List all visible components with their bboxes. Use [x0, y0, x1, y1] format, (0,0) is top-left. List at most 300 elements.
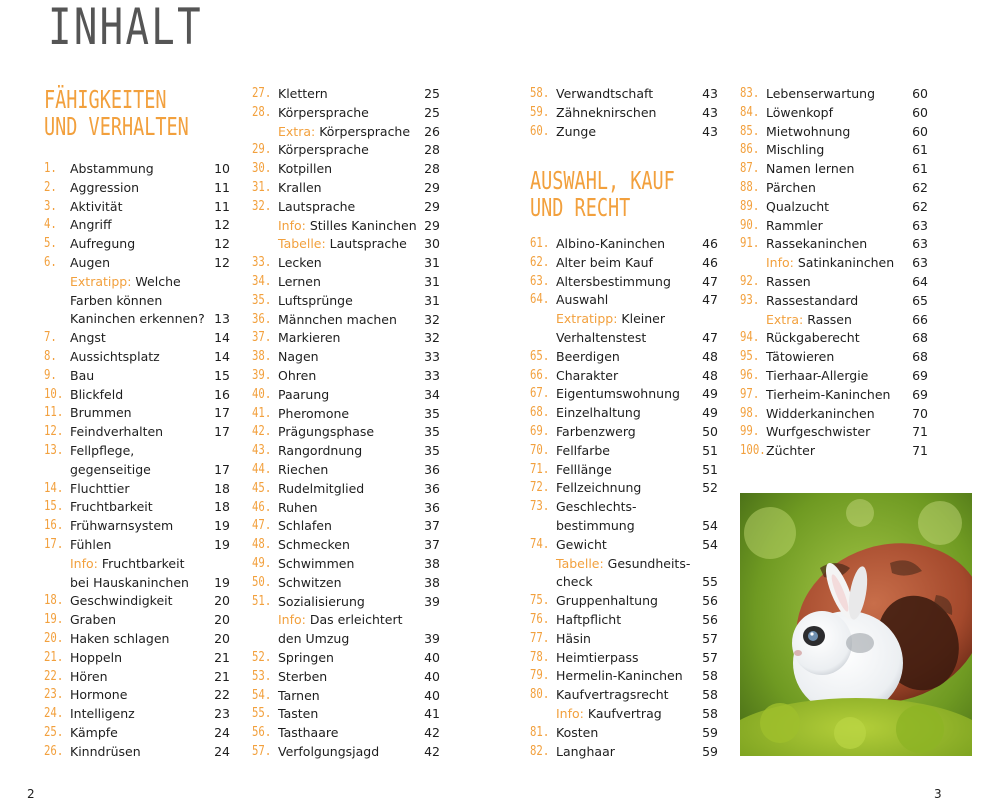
entry-text: Altersbestimmung [556, 273, 671, 289]
entry-page-number: 63 [912, 255, 928, 271]
entry-page-number: 43 [702, 86, 718, 101]
entry-page-number: 69 [912, 368, 928, 383]
toc-entry [44, 367, 230, 385]
entry-page-number: 24 [214, 725, 230, 740]
entry-number: 86. [740, 142, 760, 158]
entry-text: Wurfgeschwister [766, 424, 871, 440]
entry-page-number: 29 [424, 180, 440, 195]
entry-text: Mischling [766, 142, 825, 158]
entry-prefix: Tabelle: [556, 555, 604, 571]
entry-text: Rassen [803, 311, 852, 327]
entry-number: 55. [252, 706, 272, 722]
entry-title [70, 310, 205, 328]
entry-text: Krallen [278, 180, 322, 195]
entry-text: bei Hauskaninchen [70, 574, 189, 590]
entry-page-number: 47 [702, 330, 718, 345]
entry-page-number: 25 [424, 86, 440, 101]
entry-number: 49. [252, 556, 272, 571]
entry-number: 12. [44, 424, 64, 440]
toc-entry [530, 630, 718, 648]
entry-number: 44. [252, 462, 272, 477]
entry-number: 29. [252, 142, 272, 158]
entry-number: 54. [252, 687, 272, 703]
entry-number: 92. [740, 274, 760, 289]
toc-entry [740, 198, 928, 216]
entry-page-number: 28 [424, 142, 440, 158]
toc-entry [740, 160, 928, 178]
entry-text: Tierheim-Kaninchen [766, 386, 891, 402]
entry-text: Kosten [556, 724, 599, 740]
toc-entry [252, 254, 440, 272]
toc-entry [44, 160, 230, 178]
toc-entry [530, 536, 718, 554]
toc-entry [530, 442, 718, 460]
toc-entry [252, 649, 440, 667]
entry-text: Namen lernen [766, 161, 855, 177]
entry-text: Rudelmitglied [278, 480, 365, 496]
entry-title [278, 705, 318, 723]
toc-entry [252, 499, 440, 517]
entry-title [70, 536, 111, 554]
entry-page-number: 19 [214, 518, 230, 534]
entry-title [70, 555, 184, 573]
entry-page-number: 52 [702, 480, 718, 496]
toc-entry [252, 123, 440, 141]
toc-entry [44, 404, 230, 422]
entry-title [278, 517, 332, 535]
entry-title [278, 611, 403, 629]
entry-text: Eigentumswohnung [556, 386, 680, 402]
entry-page-number: 35 [424, 405, 440, 421]
entry-number: 72. [530, 480, 550, 496]
toc-entry [530, 348, 718, 366]
entry-number: 87. [740, 161, 760, 177]
toc-entry [740, 405, 928, 423]
toc-entry-continuation [44, 574, 230, 592]
toc-entry-continuation [530, 573, 718, 591]
entry-title [556, 404, 641, 422]
entry-title [766, 160, 854, 178]
entry-title [766, 442, 815, 460]
toc-entry [44, 517, 230, 535]
entry-title [278, 85, 328, 103]
toc-entry [44, 630, 230, 648]
entry-page-number: 40 [424, 650, 440, 665]
entry-title [278, 104, 369, 122]
entry-number: 90. [740, 217, 760, 233]
toc-entry [530, 423, 718, 441]
entry-prefix: Tabelle: [278, 236, 326, 252]
entry-text: Zähneknirschen [556, 104, 657, 120]
entry-number: 31. [252, 180, 272, 195]
entry-text: Tasthaare [278, 725, 339, 741]
entry-number: 64. [530, 292, 550, 308]
toc-entry [44, 442, 230, 460]
entry-text: Sozialisierung [278, 593, 365, 609]
page-number-right: 3 [934, 787, 942, 801]
entry-page-number: 13 [214, 311, 230, 327]
toc-entry [530, 743, 718, 761]
entry-title [556, 348, 620, 366]
entry-prefix: Extratipp: [556, 311, 618, 327]
entry-number: 5. [44, 236, 57, 252]
entry-number: 77. [530, 630, 550, 646]
entry-title [556, 104, 656, 122]
toc-entry [252, 311, 440, 329]
entry-number: 69. [530, 424, 550, 439]
toc-entry [530, 273, 718, 291]
entry-text: Rassekaninchen [766, 236, 868, 252]
entry-number: 99. [740, 424, 760, 440]
entry-text: Gruppenhaltung [556, 593, 658, 609]
entry-text: Kaufvertragsrecht [556, 687, 669, 703]
entry-title [278, 292, 353, 310]
entry-page-number: 66 [912, 311, 928, 327]
entry-page-number: 26 [424, 123, 440, 139]
entry-page-number: 62 [912, 198, 928, 214]
toc-entry [44, 592, 230, 610]
toc-entry [252, 705, 440, 723]
entry-number: 91. [740, 236, 760, 252]
entry-number: 76. [530, 612, 550, 627]
entry-text: Gesundheits- [603, 555, 691, 571]
entry-number: 52. [252, 650, 272, 665]
entry-title [766, 405, 875, 423]
entry-page-number: 64 [912, 274, 928, 289]
entry-title [556, 686, 669, 704]
entry-title [278, 273, 321, 291]
entry-text: Lebenserwartung [766, 86, 876, 101]
toc-entry [530, 724, 718, 742]
entry-text: Albino-Kaninchen [556, 236, 666, 251]
toc-entry [252, 179, 440, 197]
entry-title [278, 442, 362, 460]
entry-title [70, 649, 122, 667]
toc-entry [740, 311, 928, 329]
entry-title [766, 254, 894, 272]
toc-entry [530, 667, 718, 685]
entry-number: 40. [252, 386, 272, 402]
entry-page-number: 18 [214, 480, 230, 496]
toc-entry [530, 291, 718, 309]
entry-page-number: 29 [424, 198, 440, 214]
entry-text: Schwimmen [278, 556, 355, 571]
entry-text: Tasten [278, 706, 319, 722]
toc-entry [44, 423, 230, 441]
entry-text: Körpersprache [278, 104, 369, 120]
entry-title [766, 198, 829, 216]
entry-number: 75. [530, 593, 550, 609]
entry-page-number: 33 [424, 349, 440, 365]
entry-text: Kaninchen erkennen? [70, 311, 205, 327]
entry-number: 58. [530, 86, 550, 101]
entry-page-number: 68 [912, 349, 928, 365]
entry-title [278, 254, 322, 272]
entry-text: Kotpillen [278, 161, 333, 177]
toc-entry [740, 292, 928, 310]
entry-text: Hormone [70, 687, 128, 703]
toc-entry [530, 649, 718, 667]
entry-number: 66. [530, 367, 550, 383]
entry-page-number: 20 [214, 612, 230, 628]
entry-page-number: 61 [912, 142, 928, 158]
entry-text: Kleiner [617, 311, 666, 327]
entry-number: 4. [44, 217, 57, 233]
entry-text: den Umzug [278, 631, 350, 647]
entry-number: 38. [252, 349, 272, 365]
entry-title [556, 367, 618, 385]
entry-number: 25. [44, 725, 64, 740]
entry-title [766, 367, 868, 385]
entry-number: 2. [44, 179, 57, 195]
entry-page-number: 37 [424, 537, 440, 553]
toc-entry [252, 235, 440, 253]
entry-number: 27. [252, 86, 272, 101]
entry-number: 45. [252, 480, 272, 496]
entry-text: Lautsprache [325, 236, 407, 252]
entry-page-number: 63 [912, 217, 928, 233]
entry-number: 42. [252, 424, 272, 440]
entry-text: Markieren [278, 330, 341, 346]
entry-title [556, 724, 598, 742]
entry-text: Satinkaninchen [793, 255, 895, 271]
toc-entry [252, 442, 440, 460]
entry-title [766, 104, 833, 122]
entry-text: Langhaar [556, 743, 615, 759]
entry-title [278, 348, 319, 366]
entry-number: 94. [740, 330, 760, 346]
entry-number: 22. [44, 668, 64, 684]
entry-number: 50. [252, 574, 272, 590]
toc-entry [44, 254, 230, 272]
entry-title [70, 724, 118, 742]
toc-entry [252, 104, 440, 122]
toc-entry [740, 141, 928, 159]
entry-title [556, 743, 615, 761]
entry-page-number: 51 [702, 442, 718, 458]
entry-text: Schmecken [278, 537, 350, 553]
entry-page-number: 38 [424, 574, 440, 590]
entry-title [278, 123, 410, 141]
toc-entry [44, 329, 230, 347]
entry-page-number: 19 [214, 574, 230, 590]
entry-page-number: 22 [214, 687, 230, 703]
entry-text: Aufregung [70, 236, 136, 252]
entry-page-number: 35 [424, 443, 440, 459]
entry-number: 41. [252, 405, 272, 421]
entry-page-number: 37 [424, 518, 440, 534]
entry-text: Tätowieren [766, 349, 835, 365]
toc-entry [44, 649, 230, 667]
entry-page-number: 54 [702, 536, 718, 552]
toc-entry [252, 329, 440, 347]
toc-entry [44, 536, 230, 554]
entry-text: Blickfeld [70, 386, 124, 402]
entry-page-number: 31 [424, 255, 440, 271]
toc-entry [252, 198, 440, 216]
entry-text: Gewicht [556, 536, 607, 552]
entry-number: 100. [740, 443, 766, 459]
entry-title [556, 517, 635, 535]
entry-text: Abstammung [70, 161, 154, 176]
entry-number: 9. [44, 367, 57, 383]
entry-text: Fluchttier [70, 480, 130, 496]
entry-page-number: 30 [424, 236, 440, 252]
entry-title [556, 479, 641, 497]
entry-title [70, 198, 123, 216]
entry-title [278, 743, 379, 761]
entry-number: 97. [740, 386, 760, 402]
entry-page-number: 32 [424, 330, 440, 346]
entry-page-number: 18 [214, 499, 230, 515]
entry-page-number: 54 [702, 518, 718, 533]
toc-entry [252, 85, 440, 103]
entry-text: Verwandtschaft [556, 86, 654, 101]
section-heading-line: UND VERHALTEN [44, 112, 189, 141]
entry-number: 74. [530, 536, 550, 552]
entry-text: Prägungsphase [278, 424, 375, 440]
entry-number: 15. [44, 499, 64, 515]
entry-number: 18. [44, 593, 64, 609]
entry-text: Männchen machen [278, 311, 397, 327]
entry-text: Frühwarnsystem [70, 518, 174, 534]
toc-entry [740, 273, 928, 291]
entry-title [766, 217, 823, 235]
toc-entry [530, 592, 718, 610]
entry-title [278, 311, 397, 329]
toc-entry [252, 724, 440, 742]
entry-number: 70. [530, 442, 550, 458]
toc-entry [530, 85, 718, 103]
page-title: INHALT [48, 0, 203, 56]
entry-number: 68. [530, 405, 550, 421]
entry-title [766, 235, 867, 253]
entry-title [556, 254, 653, 272]
entry-text: Aktivität [70, 198, 123, 214]
entry-number: 21. [44, 649, 64, 665]
toc-entry [44, 668, 230, 686]
entry-title [556, 310, 665, 328]
entry-page-number: 28 [424, 161, 440, 177]
entry-page-number: 39 [424, 631, 440, 647]
entry-number: 83. [740, 86, 760, 101]
entry-page-number: 38 [424, 556, 440, 571]
entry-text: gegenseitige [70, 461, 151, 477]
toc-entry [252, 160, 440, 178]
entry-number: 51. [252, 593, 272, 609]
toc-entry [44, 611, 230, 629]
section-heading [44, 86, 266, 140]
entry-text: Hören [70, 668, 108, 684]
entry-title [556, 630, 591, 648]
entry-page-number: 58 [702, 668, 718, 684]
entry-page-number: 20 [214, 631, 230, 646]
entry-title [556, 442, 610, 460]
entry-page-number: 36 [424, 462, 440, 477]
entry-text: Rückgaberecht [766, 330, 860, 346]
entry-text: Riechen [278, 462, 329, 477]
entry-page-number: 71 [912, 443, 928, 459]
entry-text: Tierhaar-Allergie [766, 368, 869, 383]
entry-text: Rammler [766, 217, 823, 233]
entry-text: Graben [70, 612, 117, 628]
entry-page-number: 31 [424, 274, 440, 289]
toc-entry [44, 235, 230, 253]
entry-title [278, 461, 328, 479]
entry-page-number: 17 [214, 461, 230, 477]
entry-page-number: 33 [424, 368, 440, 383]
page-number-left: 2 [27, 787, 35, 801]
toc-entry [252, 386, 440, 404]
entry-number: 24. [44, 706, 64, 722]
entry-text: Angst [70, 330, 106, 346]
entry-number: 88. [740, 180, 760, 195]
entry-text: Intelligenz [70, 706, 135, 722]
entry-prefix: Info: [278, 612, 306, 628]
entry-title [278, 160, 332, 178]
toc-entry [252, 517, 440, 535]
entry-page-number: 12 [214, 217, 230, 233]
entry-number: 93. [740, 292, 760, 308]
toc-entry [740, 254, 928, 272]
toc-entry [252, 668, 440, 686]
entry-page-number: 36 [424, 499, 440, 515]
toc-entry-continuation [44, 292, 230, 310]
toc-entry [44, 480, 230, 498]
toc-entry-continuation [44, 461, 230, 479]
toc-entry [530, 385, 718, 403]
toc-entry [252, 273, 440, 291]
entry-text: Schwitzen [278, 574, 342, 590]
toc-entry [530, 705, 718, 723]
rabbit-photo [740, 493, 972, 756]
entry-page-number: 14 [214, 330, 230, 346]
toc-entry [252, 461, 440, 479]
entry-text: Geschwindigkeit [70, 593, 173, 609]
entry-page-number: 40 [424, 687, 440, 703]
entry-page-number: 48 [702, 367, 718, 383]
entry-title [70, 179, 139, 197]
toc-entry [252, 743, 440, 761]
entry-number: 82. [530, 743, 550, 759]
entry-number: 79. [530, 668, 550, 684]
entry-number: 89. [740, 198, 760, 214]
toc-entry-continuation [530, 329, 718, 347]
entry-title [70, 611, 116, 629]
entry-text: Auswahl [556, 292, 609, 308]
entry-number: 59. [530, 104, 550, 120]
entry-text: Pheromone [278, 405, 350, 421]
entry-page-number: 48 [702, 348, 718, 364]
entry-page-number: 39 [424, 593, 440, 609]
entry-title [766, 348, 834, 366]
entry-text: Tarnen [278, 687, 320, 703]
toc-entry [530, 367, 718, 385]
entry-page-number: 65 [912, 292, 928, 308]
entry-number: 78. [530, 649, 550, 665]
entry-page-number: 61 [912, 161, 928, 177]
toc-entry [740, 179, 928, 197]
entry-page-number: 43 [702, 104, 718, 120]
entry-text: Einzelhaltung [556, 405, 641, 421]
entry-text: bestimmung [556, 518, 635, 533]
entry-number: 80. [530, 687, 550, 703]
entry-text: Lernen [278, 274, 321, 289]
entry-text: Fellpflege, [70, 443, 135, 458]
entry-text: Häsin [556, 630, 591, 646]
entry-text: Augen [70, 255, 111, 270]
entry-number: 84. [740, 104, 760, 120]
